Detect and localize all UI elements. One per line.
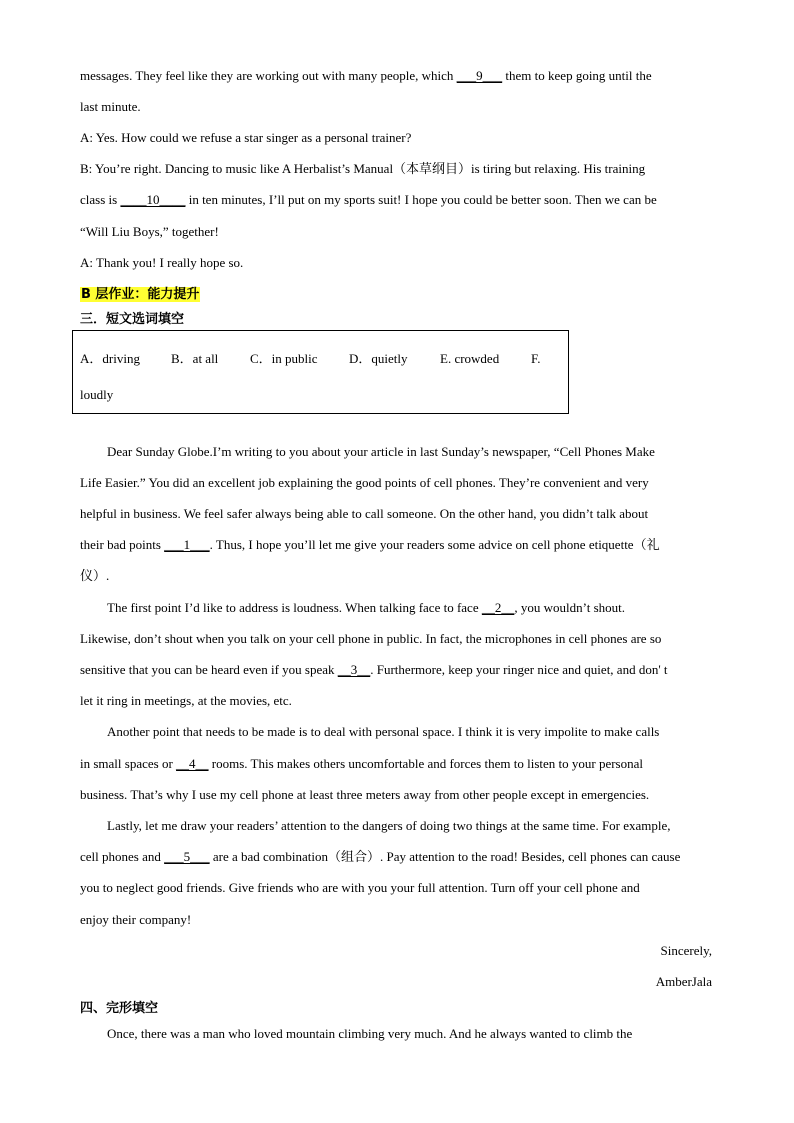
option-b: B．at all (171, 351, 219, 366)
text: class is (80, 192, 121, 207)
text: them to keep going until the (502, 68, 652, 83)
option-f-text: loudly (80, 387, 114, 402)
p4-line-4: enjoy their company! (80, 912, 192, 927)
p2-line-3 (80, 661, 720, 679)
p4-line-1: Lastly, let me draw your readers’ attention to the dangers of doing two things at the same time. For example, (107, 818, 671, 833)
dialogue-line-1 (80, 67, 720, 85)
text: The first point I’d like to address is loudness. When talking face to face (107, 600, 482, 615)
section-b-label: B 层作业：能力提升 (81, 287, 200, 302)
p3-line-2 (80, 755, 720, 773)
text: rooms. This makes others uncomfortable and forces them to listen to your personal (208, 756, 643, 771)
p1-line-2: Life Easier.” You did an excellent job explaining the good points of cell phones. They’re convenient and very (80, 475, 649, 490)
text: cell phones and (80, 849, 165, 864)
option-e: E. crowded (440, 351, 500, 366)
text: messages. They feel like they are working out with many people, which (80, 68, 457, 83)
p1-line-5: 仪）. (80, 568, 110, 583)
blank-9[interactable]: ___9___ (456, 68, 503, 83)
text: . Furthermore, keep your ringer nice and quiet, and don' t (370, 662, 668, 677)
blank-10[interactable]: ____10____ (120, 192, 186, 207)
option-f: F. (531, 351, 541, 366)
p1-line-1: Dear Sunday Globe.I’m writing to you about your article in last Sunday’s newspaper, “Cell Phones Make (107, 444, 655, 459)
blank-4[interactable]: __4__ (176, 756, 209, 771)
dialogue-line-3: A: Yes. How could we refuse a star singer as a personal trainer? (80, 130, 412, 145)
word-options-box (72, 330, 569, 414)
p3-line-3: business. That’s why I use my cell phone at least three meters away from other people except in emergencies. (80, 787, 650, 802)
p4-line-2 (80, 848, 720, 866)
text: , you wouldn’t shout. (514, 600, 625, 615)
section-b-heading (80, 285, 720, 304)
p2-line-2: Likewise, don’t shout when you talk on your cell phone in public. In fact, the microphones in cell phones are so (80, 631, 662, 646)
section-3-title: 三．短文选词填空 (80, 312, 185, 327)
signature: AmberJala (655, 974, 712, 989)
blank-1[interactable]: ___1___ (164, 537, 210, 552)
text: are a bad combination（组合）. Pay attention to the road! Besides, cell phones can cause (209, 849, 681, 864)
text: their bad points (80, 537, 165, 552)
p1-line-4 (80, 536, 720, 554)
dialogue-line-7: A: Thank you! I really hope so. (80, 255, 244, 270)
p1-line-3: helpful in business. We feel safer always being able to call someone. On the other hand, you didn’t talk about (80, 506, 649, 521)
section-4-line-1: Once, there was a man who loved mountain climbing very much. And he always wanted to climb the (107, 1026, 633, 1041)
section-4-title: 四、完形填空 (80, 1001, 159, 1016)
blank-2[interactable]: __2__ (481, 600, 515, 615)
option-d: D．quietly (349, 351, 408, 366)
dialogue-line-5 (80, 191, 720, 209)
p2-line-4: let it ring in meetings, at the movies, etc. (80, 693, 292, 708)
blank-5[interactable]: ___5___ (164, 849, 210, 864)
option-a: A．driving (80, 351, 140, 366)
text: . Thus, I hope you’ll let me give your readers some advice on cell phone etiquette（礼 (209, 537, 660, 552)
closing: Sincerely, (660, 943, 712, 958)
dialogue-line-2: last minute. (80, 99, 141, 114)
text: in small spaces or (80, 756, 177, 771)
option-c: C．in public (250, 351, 318, 366)
text: sensitive that you can be heard even if you speak (80, 662, 338, 677)
p4-line-3: you to neglect good friends. Give friends who are with you your full attention. Turn off your cell phone and (80, 880, 640, 895)
dialogue-line-4: B: You’re right. Dancing to music like A Herbalist’s Manual（本草纲目）is tiring but relaxing. His training (80, 161, 646, 176)
blank-3[interactable]: __3__ (337, 662, 371, 677)
dialogue-line-6: “Will Liu Boys,” together! (80, 224, 219, 239)
p2-line-1 (107, 599, 719, 617)
text: in ten minutes, I’ll put on my sports suit! I hope you could be better soon. Then we can be (185, 192, 657, 207)
p3-line-1: Another point that needs to be made is to deal with personal space. I think it is very impolite to make calls (107, 724, 660, 739)
